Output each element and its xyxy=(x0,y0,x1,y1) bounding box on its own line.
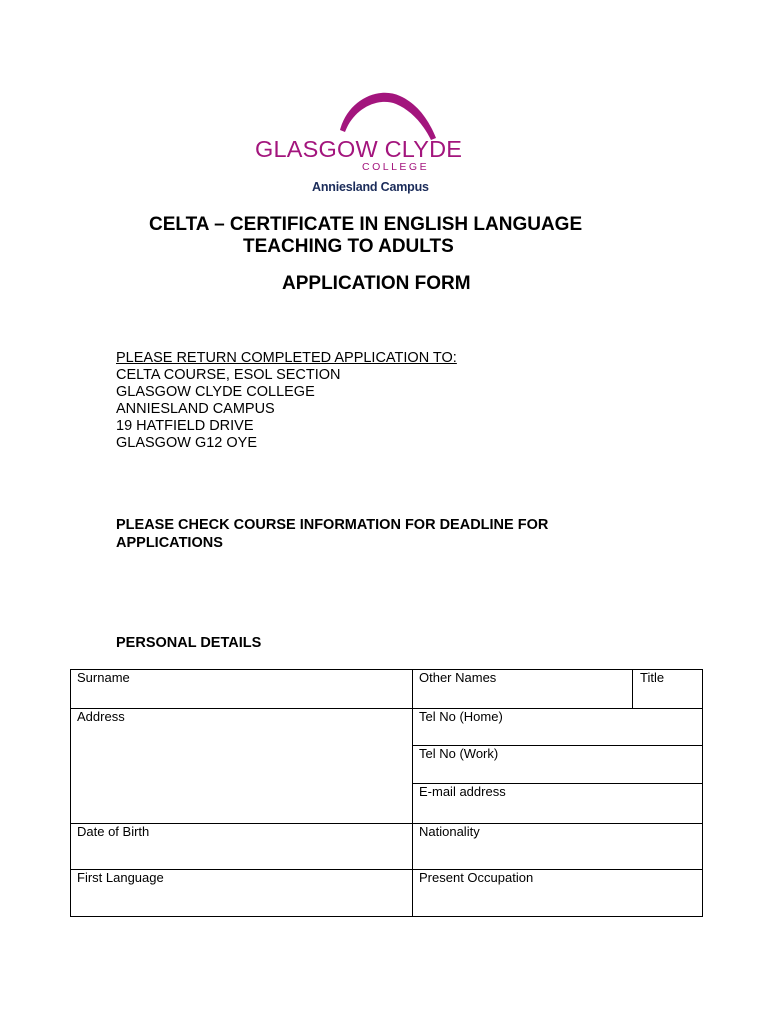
occupation-field[interactable] xyxy=(413,870,702,916)
address-line: 19 HATFIELD DRIVE xyxy=(116,418,254,434)
tel-home-label: Tel No (Home) xyxy=(419,709,503,724)
tel-work-label: Tel No (Work) xyxy=(419,746,499,761)
address-label: Address xyxy=(77,709,125,724)
tel-work-field[interactable] xyxy=(413,746,702,783)
email-field[interactable] xyxy=(413,784,702,823)
college-logo xyxy=(250,88,463,200)
address-line: CELTA COURSE, ESOL SECTION xyxy=(116,367,341,383)
personal-details-heading: PERSONAL DETAILS xyxy=(116,635,262,651)
campus-name: Anniesland Campus xyxy=(312,180,429,194)
return-address xyxy=(116,350,457,452)
college-subtitle: COLLEGE xyxy=(362,161,430,173)
occupation-label: Present Occupation xyxy=(419,870,534,885)
address-line: ANNIESLAND CAMPUS xyxy=(116,401,275,417)
dob-field[interactable] xyxy=(71,824,412,869)
first-language-field[interactable] xyxy=(71,870,412,916)
title-label: Title xyxy=(640,670,665,685)
first-language-label: First Language xyxy=(77,870,164,885)
tel-home-field[interactable] xyxy=(413,709,702,745)
address-line: GLASGOW CLYDE COLLEGE xyxy=(116,384,315,400)
address-line: GLASGOW G12 OYE xyxy=(116,435,258,451)
deadline-notice: PLEASE CHECK COURSE INFORMATION FOR DEADLINE FOR APPLICATIONS xyxy=(116,517,549,551)
return-address-heading: PLEASE RETURN COMPLETED APPLICATION TO: xyxy=(116,350,457,366)
address-field[interactable] xyxy=(71,709,412,823)
other-names-field[interactable] xyxy=(413,670,632,708)
email-label: E-mail address xyxy=(419,784,506,799)
dob-label: Date of Birth xyxy=(77,824,150,839)
other-names-label: Other Names xyxy=(419,670,497,685)
course-title-line-1: CELTA – CERTIFICATE IN ENGLISH LANGUAGE xyxy=(149,214,583,235)
college-name: GLASGOW CLYDE xyxy=(255,136,463,162)
title-field[interactable] xyxy=(633,670,702,708)
surname-label: Surname xyxy=(77,670,130,685)
surname-field[interactable] xyxy=(71,670,412,708)
course-title-line-2: TEACHING TO ADULTS xyxy=(243,236,454,257)
nationality-label: Nationality xyxy=(419,824,480,839)
table-border xyxy=(702,669,703,916)
form-title: APPLICATION FORM xyxy=(282,273,471,294)
nationality-field[interactable] xyxy=(413,824,702,869)
table-border xyxy=(70,916,703,917)
